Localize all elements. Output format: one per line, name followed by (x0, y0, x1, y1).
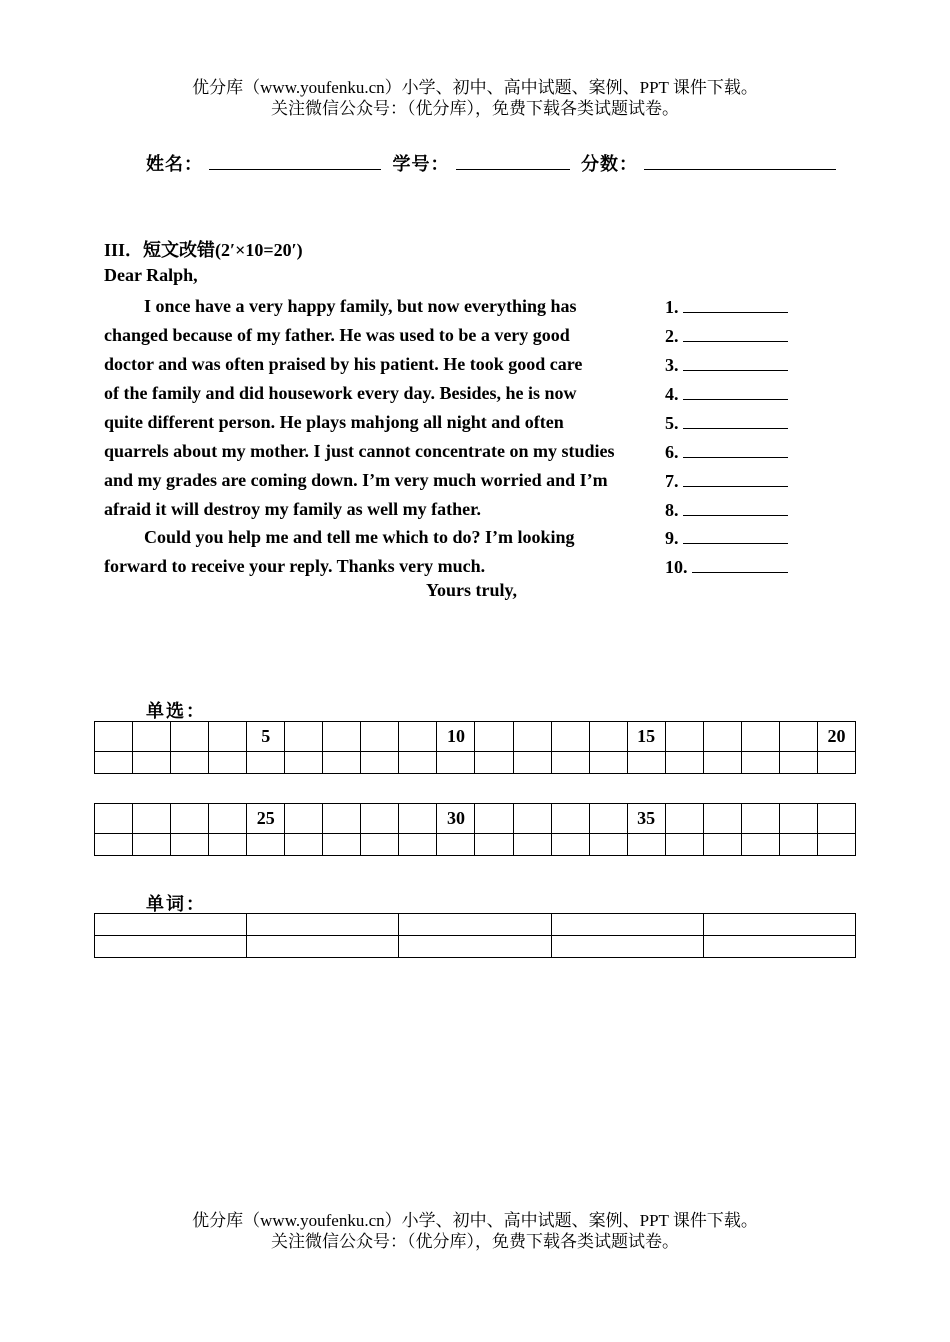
passage-line: of the family and did housework every day. Besides, he is now (104, 383, 577, 403)
choice-label: 单选： (146, 701, 206, 721)
word-cell[interactable] (399, 936, 551, 958)
letter-greeting: Dear Ralph, (104, 265, 198, 285)
passage-line: forward to receive your reply. Thanks very much. (104, 556, 486, 576)
choice-number-cell (475, 804, 513, 834)
choice-number-cell (323, 722, 361, 752)
choice-number-cell: 30 (437, 804, 475, 834)
header-line-1: 优分库（www.youfenku.cn）小学、初中、高中试题、案例、PPT 课件下载。 (192, 78, 758, 97)
choice-number-row (95, 804, 856, 834)
choice-number-cell (589, 722, 627, 752)
choice-number-cell (589, 804, 627, 834)
answer-blank-6[interactable]: 6. (665, 437, 788, 466)
footer-line-1: 优分库（www.youfenku.cn）小学、初中、高中试题、案例、PPT 课件下载。 (192, 1211, 758, 1230)
choice-answer-table-2 (94, 803, 856, 856)
word-cell[interactable] (247, 936, 399, 958)
section-title: III．短文改错(2′×10=20′) (104, 240, 303, 260)
choice-answer-cell[interactable] (209, 834, 247, 856)
choice-answer-cell[interactable] (665, 752, 703, 774)
choice-answer-cell[interactable] (209, 752, 247, 774)
choice-answer-cell[interactable] (475, 834, 513, 856)
word-cell[interactable] (95, 936, 247, 958)
choice-answer-cell[interactable] (323, 752, 361, 774)
choice-number-cell (551, 804, 589, 834)
choice-number-cell (817, 804, 855, 834)
passage-line: I once have a very happy family, but now everything has (144, 296, 577, 316)
answer-blank-4[interactable]: 4. (665, 379, 788, 408)
choice-number-cell: 20 (817, 722, 855, 752)
answer-blank-7[interactable]: 7. (665, 466, 788, 495)
word-cell[interactable] (95, 914, 247, 936)
choice-answer-cell[interactable] (133, 752, 171, 774)
choice-number-cell: 25 (247, 804, 285, 834)
name-label: 姓名： (146, 154, 203, 174)
choice-number-cell (361, 722, 399, 752)
choice-answer-cell[interactable] (589, 752, 627, 774)
passage-line: afraid it will destroy my family as well my father. (104, 499, 481, 519)
choice-answer-cell[interactable] (627, 752, 665, 774)
header-line-2: 关注微信公众号：（优分库），免费下载各类试题试卷。 (271, 99, 679, 118)
choice-answer-cell[interactable] (133, 834, 171, 856)
choice-number-cell (703, 722, 741, 752)
page-footer (0, 1210, 950, 1252)
choice-answer-cell[interactable] (399, 834, 437, 856)
choice-number-cell: 15 (627, 722, 665, 752)
choice-number-cell (779, 804, 817, 834)
word-cell[interactable] (399, 914, 551, 936)
word-cell[interactable] (551, 914, 703, 936)
choice-number-cell (209, 804, 247, 834)
choice-number-cell (513, 722, 551, 752)
choice-number-cell (703, 804, 741, 834)
choice-number-cell (399, 804, 437, 834)
choice-number-cell (475, 722, 513, 752)
choice-answer-cell[interactable] (513, 752, 551, 774)
choice-answer-cell[interactable] (361, 752, 399, 774)
choice-answer-cell[interactable] (171, 834, 209, 856)
answer-blank-10[interactable]: 10. (665, 552, 788, 581)
choice-answer-cell[interactable] (703, 834, 741, 856)
choice-answer-cell[interactable] (741, 834, 779, 856)
choice-answer-cell[interactable] (247, 834, 285, 856)
choice-answer-cell[interactable] (285, 752, 323, 774)
choice-answer-cell[interactable] (361, 834, 399, 856)
answer-blank-5[interactable]: 5. (665, 408, 788, 437)
choice-answer-cell[interactable] (171, 752, 209, 774)
words-answer-table (94, 913, 856, 958)
choice-number-cell (741, 804, 779, 834)
choice-number-cell (285, 722, 323, 752)
choice-answer-cell[interactable] (475, 752, 513, 774)
choice-number-cell (95, 722, 133, 752)
choice-answer-cell[interactable] (703, 752, 741, 774)
choice-number-cell: 10 (437, 722, 475, 752)
choice-number-row (95, 722, 856, 752)
answer-blank-1[interactable]: 1. (665, 292, 788, 321)
name-blank[interactable] (209, 153, 381, 170)
passage-line: changed because of my father. He was used to be a very good (104, 325, 570, 345)
choice-number-cell (513, 804, 551, 834)
choice-answer-cell[interactable] (665, 834, 703, 856)
choice-answer-cell[interactable] (513, 834, 551, 856)
choice-answer-cell[interactable] (627, 834, 665, 856)
choice-answer-cell[interactable] (589, 834, 627, 856)
passage-line: Could you help me and tell me which to do? I’m looking (144, 527, 575, 547)
choice-number-cell: 5 (247, 722, 285, 752)
choice-answer-cell[interactable] (399, 752, 437, 774)
words-label: 单词： (146, 894, 206, 914)
choice-number-cell (399, 722, 437, 752)
choice-number-cell (285, 804, 323, 834)
choice-answer-table-1 (94, 721, 856, 774)
id-label: 学号： (392, 154, 450, 174)
page-header (0, 77, 950, 119)
id-blank[interactable] (456, 153, 570, 170)
word-cell[interactable] (703, 936, 855, 958)
choice-answer-cell[interactable] (95, 834, 133, 856)
score-label: 分数： (581, 154, 638, 174)
choice-answer-cell[interactable] (323, 834, 361, 856)
answer-blank-8[interactable]: 8. (665, 495, 788, 524)
word-cell[interactable] (247, 914, 399, 936)
choice-number-cell (361, 804, 399, 834)
choice-answer-cell[interactable] (741, 752, 779, 774)
footer-line-2: 关注微信公众号：（优分库），免费下载各类试题试卷。 (271, 1232, 679, 1251)
choice-number-cell (665, 804, 703, 834)
choice-answer-cell[interactable] (551, 752, 589, 774)
letter-signoff: Yours truly, (426, 580, 518, 600)
word-cell[interactable] (551, 936, 703, 958)
passage-line: quarrels about my mother. I just cannot concentrate on my studies (104, 441, 615, 461)
choice-answer-cell[interactable] (779, 834, 817, 856)
choice-answer-cell[interactable] (551, 834, 589, 856)
choice-answer-cell[interactable] (817, 834, 855, 856)
choice-number-cell (133, 722, 171, 752)
answer-blank-2[interactable]: 2. (665, 321, 788, 350)
choice-number-cell (741, 722, 779, 752)
choice-answer-cell[interactable] (817, 752, 855, 774)
answer-blank-3[interactable]: 3. (665, 350, 788, 379)
passage-line: quite different person. He plays mahjong all night and often (104, 412, 564, 432)
choice-number-cell (171, 722, 209, 752)
student-info-row (146, 150, 842, 176)
choice-answer-row (95, 752, 856, 774)
choice-answer-cell[interactable] (247, 752, 285, 774)
choice-number-cell (323, 804, 361, 834)
choice-number-cell (95, 804, 133, 834)
choice-number-cell (171, 804, 209, 834)
choice-number-cell (133, 804, 171, 834)
choice-number-cell (665, 722, 703, 752)
choice-answer-cell[interactable] (437, 834, 475, 856)
choice-answer-cell[interactable] (437, 752, 475, 774)
passage-line: and my grades are coming down. I’m very much worried and I’m (104, 470, 608, 490)
choice-number-cell (779, 722, 817, 752)
choice-answer-cell[interactable] (285, 834, 323, 856)
score-blank[interactable] (644, 153, 836, 170)
choice-number-cell (551, 722, 589, 752)
choice-answer-cell[interactable] (779, 752, 817, 774)
answer-blank-9[interactable]: 9. (665, 523, 788, 552)
word-cell[interactable] (703, 914, 855, 936)
passage-line: doctor and was often praised by his patient. He took good care (104, 354, 583, 374)
choice-answer-row (95, 834, 856, 856)
choice-number-cell: 35 (627, 804, 665, 834)
choice-number-cell (209, 722, 247, 752)
choice-answer-cell[interactable] (95, 752, 133, 774)
